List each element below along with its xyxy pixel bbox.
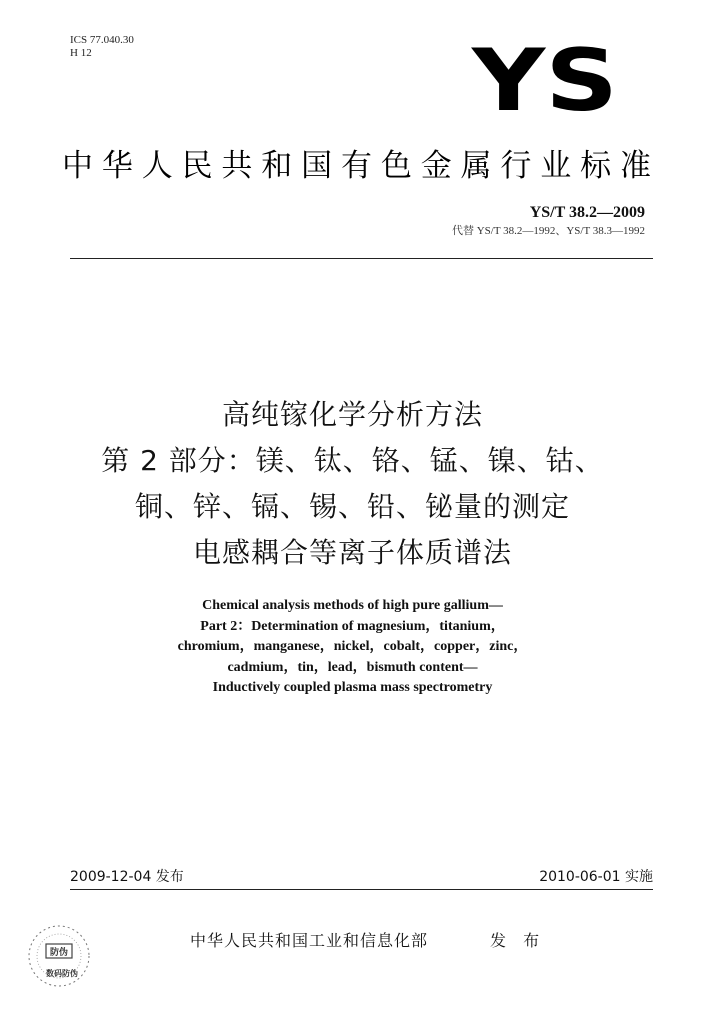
stamp-caption: 数码防伪 [46, 969, 78, 978]
issue-action: 发 布 [490, 931, 546, 950]
title-cn [0, 392, 705, 576]
issuing-authority: 中华人民共和国工业和信息化部 [190, 931, 429, 950]
title-en-line: Part 2：Determination of magnesium，titanium， [200, 618, 505, 634]
classification-codes [70, 34, 134, 60]
standard-number: YS/T 38.2—2009 [529, 204, 645, 221]
ccs-code: H 12 [70, 47, 92, 59]
ys-logo [470, 36, 620, 116]
title-en-line: cadmium，tin，lead，bismuth content— [227, 659, 478, 675]
replaces-note: 代替 YS/T 38.2—1992、YS/T 38.3—1992 [451, 225, 645, 237]
effective-date: 2010-06-01 实施 [539, 869, 653, 885]
ys-logo-text: YS [470, 36, 618, 116]
title-en-line: Inductively coupled plasma mass spectrometry [212, 680, 493, 695]
stamp-center-text: 防伪 [49, 948, 69, 958]
title-cn-line: 铜、锌、镉、锡、铅、铋量的测定 [134, 490, 570, 523]
bottom-rule [70, 889, 653, 890]
ics-code: ICS 77.040.30 [70, 34, 134, 46]
organization-title: 中华人民共和国有色金属行业标准 [62, 148, 652, 184]
title-en-line: chromium，manganese，nickel，cobalt，copper，zinc， [177, 639, 528, 654]
top-rule [70, 258, 653, 259]
title-cn-line: 电感耦合等离子体质谱法 [192, 536, 512, 569]
title-en [0, 596, 705, 699]
anti-counterfeit-stamp [18, 916, 100, 998]
publish-date: 2009-12-04 发布 [70, 869, 184, 885]
title-cn-line: 高纯镓化学分析方法 [221, 398, 483, 431]
title-en-line: Chemical analysis methods of high pure gallium— [202, 598, 503, 613]
title-cn-line: 第 2 部分：镁、钛、铬、锰、镍、钴、 [101, 444, 604, 477]
